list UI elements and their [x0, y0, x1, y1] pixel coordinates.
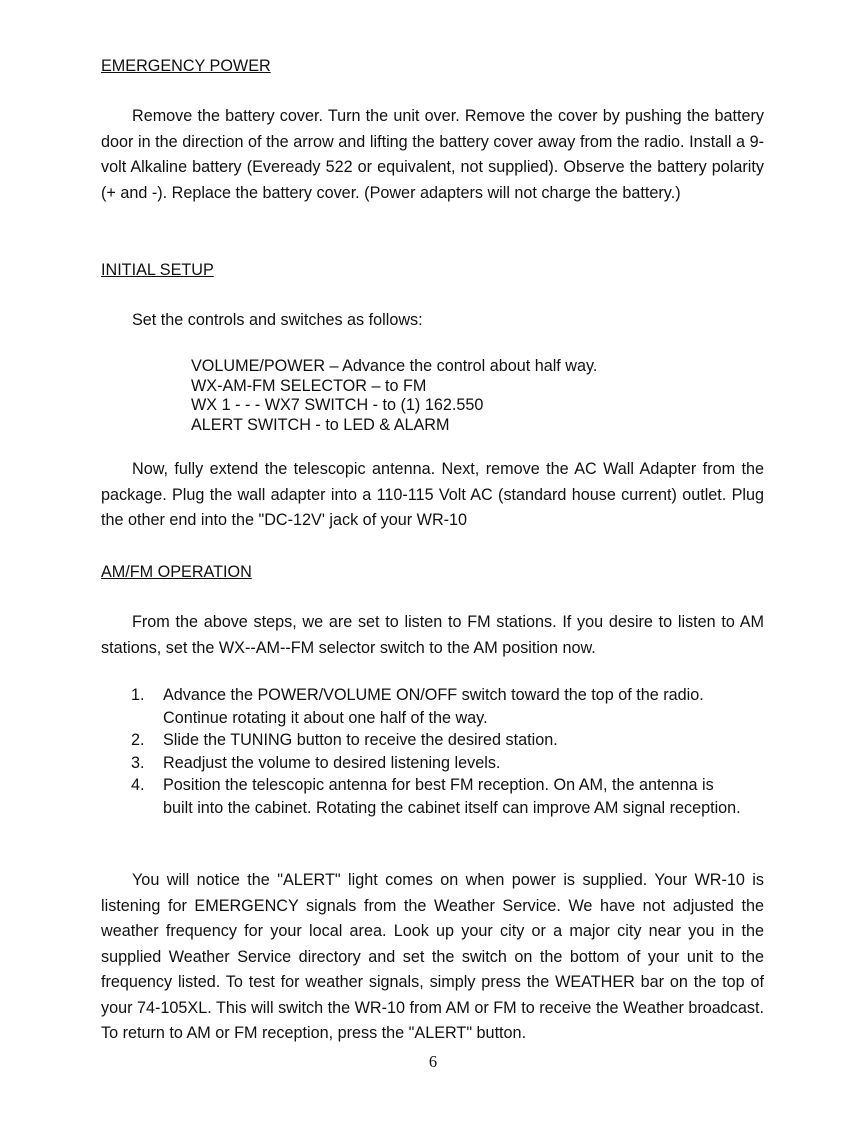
paragraph-alert-weather: You will notice the "ALERT" light comes on when power is supplied. Your WR-10 is listening for EMERGENCY signals from the Weather Service. We have not adjusted the weather frequency for your local area. Look up your city or a major city near you in the supplied Weather Service directory and set the switch on the bottom of your unit to the frequency listed. To test for weather signals, simply press the WEATHER bar on the top of your 74-105XL. This will switch the WR-10 from AM or FM to receive the Weather broadcast. To return to AM or FM reception, press the "ALERT" button.	[101, 871, 764, 1042]
list-item	[131, 684, 741, 729]
step-number: 3.	[131, 753, 145, 772]
paragraph-amfm-intro: From the above steps, we are set to listen to FM stations. If you desire to listen to AM stations, set the WX--AM--FM selector switch to the AM position now.	[101, 613, 764, 657]
setting-item: WX-AM-FM SELECTOR – to FM	[191, 376, 427, 395]
paragraph-antenna-adapter: Now, fully extend the telescopic antenna. Next, remove the AC Wall Adapter from the package. Plug the wall adapter into a 110-115 Volt AC (standard house current) outlet. Plug the other end into the "DC-12V' jack of your WR-10	[101, 460, 764, 529]
step-text: Advance the POWER/VOLUME ON/OFF switch toward the top of the radio. Continue rotating it about one half of the way.	[163, 686, 704, 727]
setting-item: ALERT SWITCH - to LED & ALARM	[191, 415, 450, 434]
step-number: 4.	[131, 776, 145, 794]
settings-list	[191, 357, 597, 435]
step-text: Slide the TUNING button to receive the desired station.	[163, 731, 558, 749]
step-text: Readjust the volume to desired listening levels.	[163, 753, 501, 772]
heading-amfm-operation: AM/FM OPERATION	[101, 563, 252, 581]
page-number: 6	[428, 1052, 438, 1071]
operation-steps-list	[131, 684, 741, 819]
list-item	[131, 774, 741, 819]
step-text: Position the telescopic antenna for best FM reception. On AM, the antenna is built into the cabinet. Rotating the cabinet itself can improve AM signal reception.	[163, 776, 741, 817]
paragraph-setup-intro: Set the controls and switches as follows:	[132, 311, 423, 329]
setting-item: VOLUME/POWER – Advance the control about half way.	[191, 357, 598, 375]
list-item	[131, 752, 741, 775]
step-number: 2.	[131, 731, 145, 749]
heading-emergency-power: EMERGENCY POWER	[101, 57, 271, 75]
step-number: 1.	[131, 686, 145, 704]
heading-initial-setup: INITIAL SETUP	[101, 261, 214, 279]
setting-item: WX 1 - - - WX7 SWITCH - to (1) 162.550	[191, 396, 484, 414]
list-item	[131, 729, 741, 752]
paragraph-emergency-power: Remove the battery cover. Turn the unit over. Remove the cover by pushing the battery door in the direction of the arrow and lifting the battery cover away from the radio. Install a 9-volt Alkaline battery (Eveready 522 or equivalent, not supplied). Observe the battery polarity (+ and -). Replace the battery cover. (Power adapters will not charge the battery.)	[101, 107, 764, 202]
